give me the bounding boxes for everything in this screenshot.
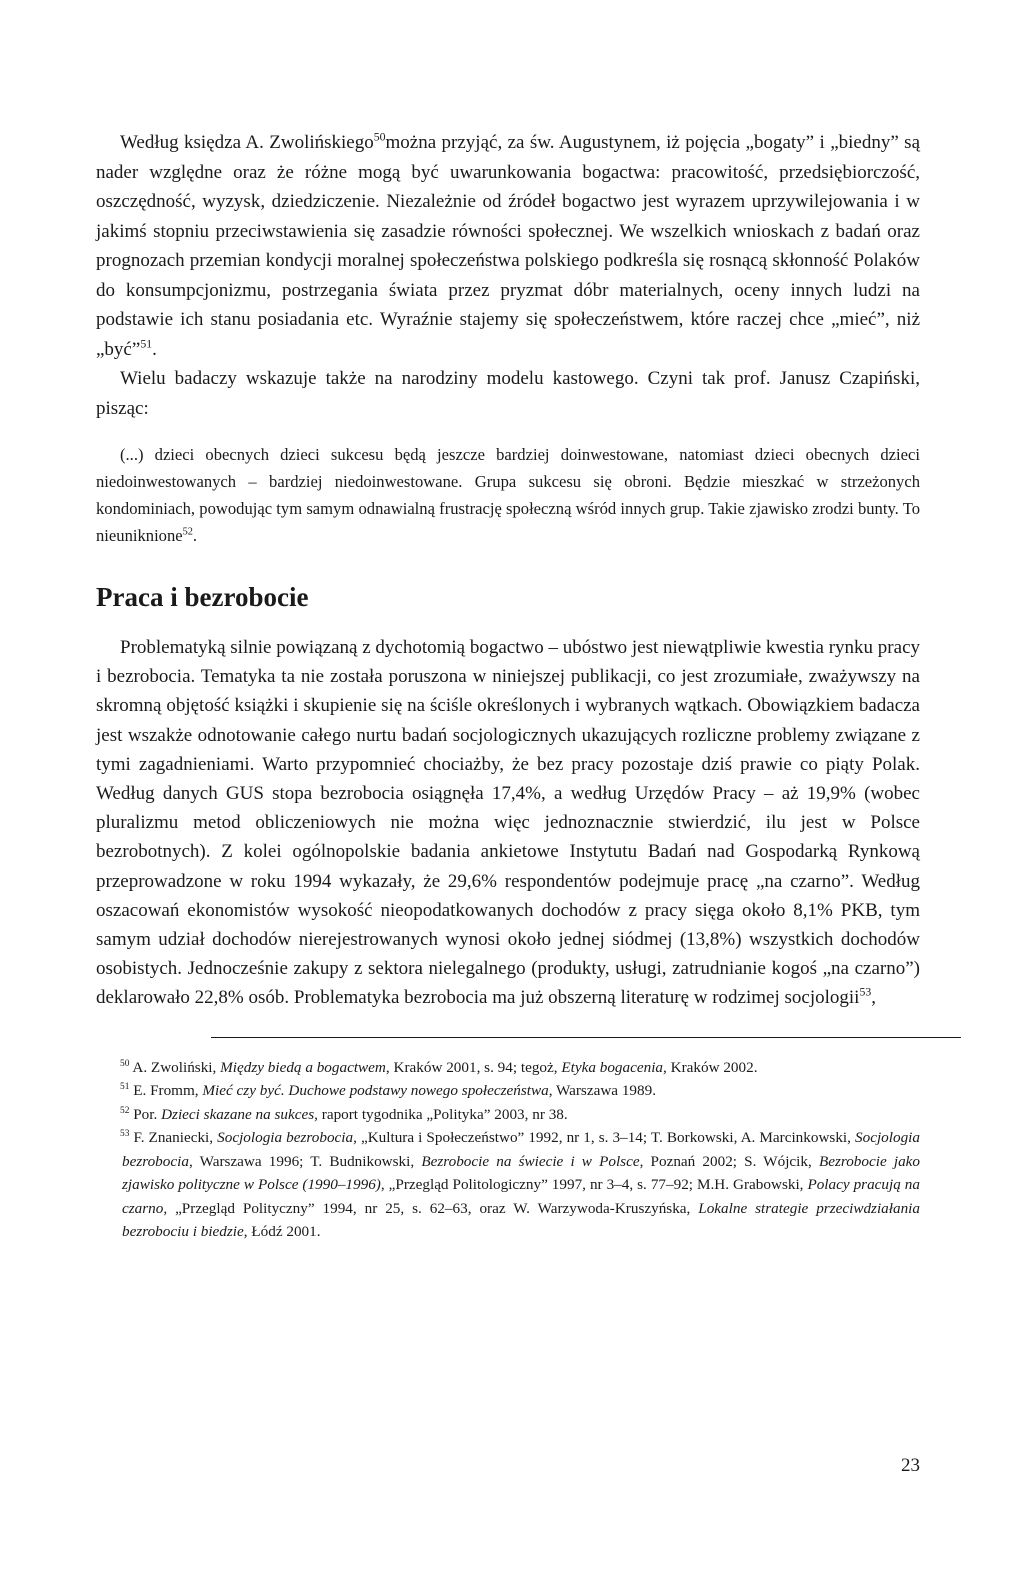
text-run: . xyxy=(192,526,198,545)
section-heading: Praca i bezrobocie xyxy=(96,582,309,612)
book-title: Bezrobocie na świecie i w Polsce xyxy=(421,1152,640,1170)
text-run: , Poznań 2002; S. Wójcik, xyxy=(639,1152,819,1170)
text-run: F. Znaniecki, xyxy=(129,1129,218,1147)
book-title: Socjologia bezrobocia xyxy=(122,1129,920,1170)
text-run: , Kraków 2002. xyxy=(663,1058,758,1076)
footnote-number: 52 xyxy=(120,1105,130,1116)
text-run: można przyjąć, za św. Augustynem, iż pojęcia „bogaty” i „biedny” są nader względne oraz że różne mogą być uwarunkowania bogactwa: pracowitość, przedsiębiorczość, oszczędność, wyzysk, dziedziczenie. Niezależnie od źródeł bogactwo jest wyrazem uprzywilejowania i w jakimś stopniu przeciwstawienia się zasadzie równości społecznej. We wszelkich wnioskach z badań oraz prognozach przemian kondycji moralnej społeczeństwa polskiego podkreśla się rosnącą skłonność Polaków do konsumpcjonizmu, postrzegania świata przez pryzmat dóbr materialnych, oceny innych ludzi na podstawie ich stanu posiadania etc. Wyraźnie stajemy się społeczeństwem, które raczej chce „mieć”, niż „być” xyxy=(96,132,920,360)
book-title: Między biedą a bogactwem xyxy=(220,1058,386,1076)
footnote-ref-52[interactable]: 52 xyxy=(182,526,193,538)
book-title: Bezrobocie jako zjawisko polityczne w Polsce (1990–1996) xyxy=(122,1152,920,1194)
text-run: Problematyką silnie powiązaną z dychotomią bogactwo – ubóstwo jest niewątpliwie kwestia rynku pracy i bezrobocia. Tematyka ta nie została poruszona w niniejszej publikacji, co jest zrozumiałe, zważywszy na skromną objętość książki i skupienie się na ściśle określonych i wybranych wątkach. Obowiązkiem badacza jest wszakże odnotowanie całego nurtu badań socjologicznych ukazujących rozliczne problemy związane z tymi zagadnieniami. Warto przypomnieć chociażby, że bez pracy pozostaje dziś prawie co piąty Polak. Według danych GUS stopa bezrobocia osiągnęła 17,4%, a według Urzędów Pracy – aż 19,9% (wobec pluralizmu metod obliczeniowych nie można więc jednoznacznie stwierdzić, ilu jest w Polsce bezrobotnych). Z kolei ogólnopolskie badania ankietowe Instytutu Badań nad Gospodarką Rynkową przeprowadzone w roku 1994 wykazały, że 29,6% respondentów podejmuje pracę „na czarno”. Według oszacowań ekonomistów wysokość nieopodatkowanych dochodów z pracy sięga około 8,1% PKB, tym samym udział dochodów nierejestrowanych wynosi około jednej siódmej (13,8%) wszystkich dochodów osobistych. Jednocześnie zakupy z sektora nielegalnego (produkty, usługi, zatrudnianie kogoś „na czarno”) deklarowało 22,8% osób. Problematyka bezrobocia ma już obszerną literaturę w rodzimej socjologii xyxy=(96,637,920,1009)
text-run: , Warszawa 1996; T. Budnikowski, xyxy=(188,1152,422,1170)
text-run: . xyxy=(152,338,157,360)
footnote-51 xyxy=(96,1079,920,1103)
book-title: Mieć czy być. Duchowe podstawy nowego społeczeństwa xyxy=(202,1082,549,1100)
footnote-ref-51[interactable]: 51 xyxy=(140,337,153,351)
quote-text xyxy=(96,441,920,549)
book-title: Etyka bogacenia xyxy=(561,1058,664,1076)
text-run: (...) dzieci obecnych dzieci sukcesu będą jeszcze bardziej doinwestowane, natomiast dzieci obecnych dzieci niedoinwestowanych – bardziej niedoinwestowane. Grupa sukcesu się obroni. Będzie mieszkać w strzeżonych kondominiach, powodując tym samym odnawialną frustrację społeczną wśród innych grup. Takie zjawisko zrodzi bunty. To nieuniknione xyxy=(96,445,920,545)
footnote-number: 50 xyxy=(120,1058,130,1069)
text-run: , raport tygodnika „Polityka” 2003, nr 38. xyxy=(314,1105,568,1123)
text-run: , „Przegląd Polityczny” 1994, nr 25, s. 62–63, oraz W. Warzywoda-Kruszyńska, xyxy=(163,1199,699,1217)
text-run: E. Fromm, xyxy=(129,1082,203,1100)
paragraph-1 xyxy=(96,128,920,364)
page-body xyxy=(96,128,920,1244)
book-title: Polacy pracują na czarno xyxy=(122,1176,920,1217)
book-title: Socjologia bezrobocia xyxy=(217,1129,354,1147)
footnote-number: 51 xyxy=(120,1082,130,1093)
footnote-ref-50[interactable]: 50 xyxy=(373,130,386,144)
footnote-ref-53[interactable]: 53 xyxy=(859,986,872,1000)
text-run: A. Zwoliński, xyxy=(129,1058,221,1076)
text-run: , „Przegląd Politologiczny” 1997, nr 3–4, s. 77–92; M.H. Grabowski, xyxy=(380,1176,808,1194)
footnotes xyxy=(96,1056,920,1244)
section-body xyxy=(96,633,920,1013)
footnote-52 xyxy=(96,1103,920,1127)
book-title: Lokalne strategie przeciwdziałania bezrobociu i biedzie xyxy=(122,1199,920,1241)
text-run: , „Kultura i Społeczeństwo” 1992, nr 1, s. 3–14; T. Borkowski, A. Marcinkowski, xyxy=(353,1129,856,1147)
footnote-53 xyxy=(96,1126,920,1244)
page-number: 23 xyxy=(901,1455,920,1476)
footnote-50 xyxy=(96,1056,920,1080)
footnote-number: 53 xyxy=(120,1129,130,1140)
text-run: Według księdza A. Zwolińskiego xyxy=(120,132,374,153)
text-run: , xyxy=(871,987,876,1009)
text-run: , Łódź 2001. xyxy=(243,1223,321,1241)
footnote-divider xyxy=(211,1037,961,1038)
text-run: Por. xyxy=(129,1105,162,1123)
section-paragraph xyxy=(96,633,920,1013)
text-run: , Warszawa 1989. xyxy=(548,1082,656,1100)
paragraph-2: Wielu badaczy wskazuje także na narodziny modelu kastowego. Czyni tak prof. Janusz Czapiński, pisząc: xyxy=(96,368,920,419)
book-title: Dzieci skazane na sukces xyxy=(161,1105,315,1123)
block-quote xyxy=(96,441,920,549)
text-run: , Kraków 2001, s. 94; tegoż, xyxy=(385,1058,562,1076)
